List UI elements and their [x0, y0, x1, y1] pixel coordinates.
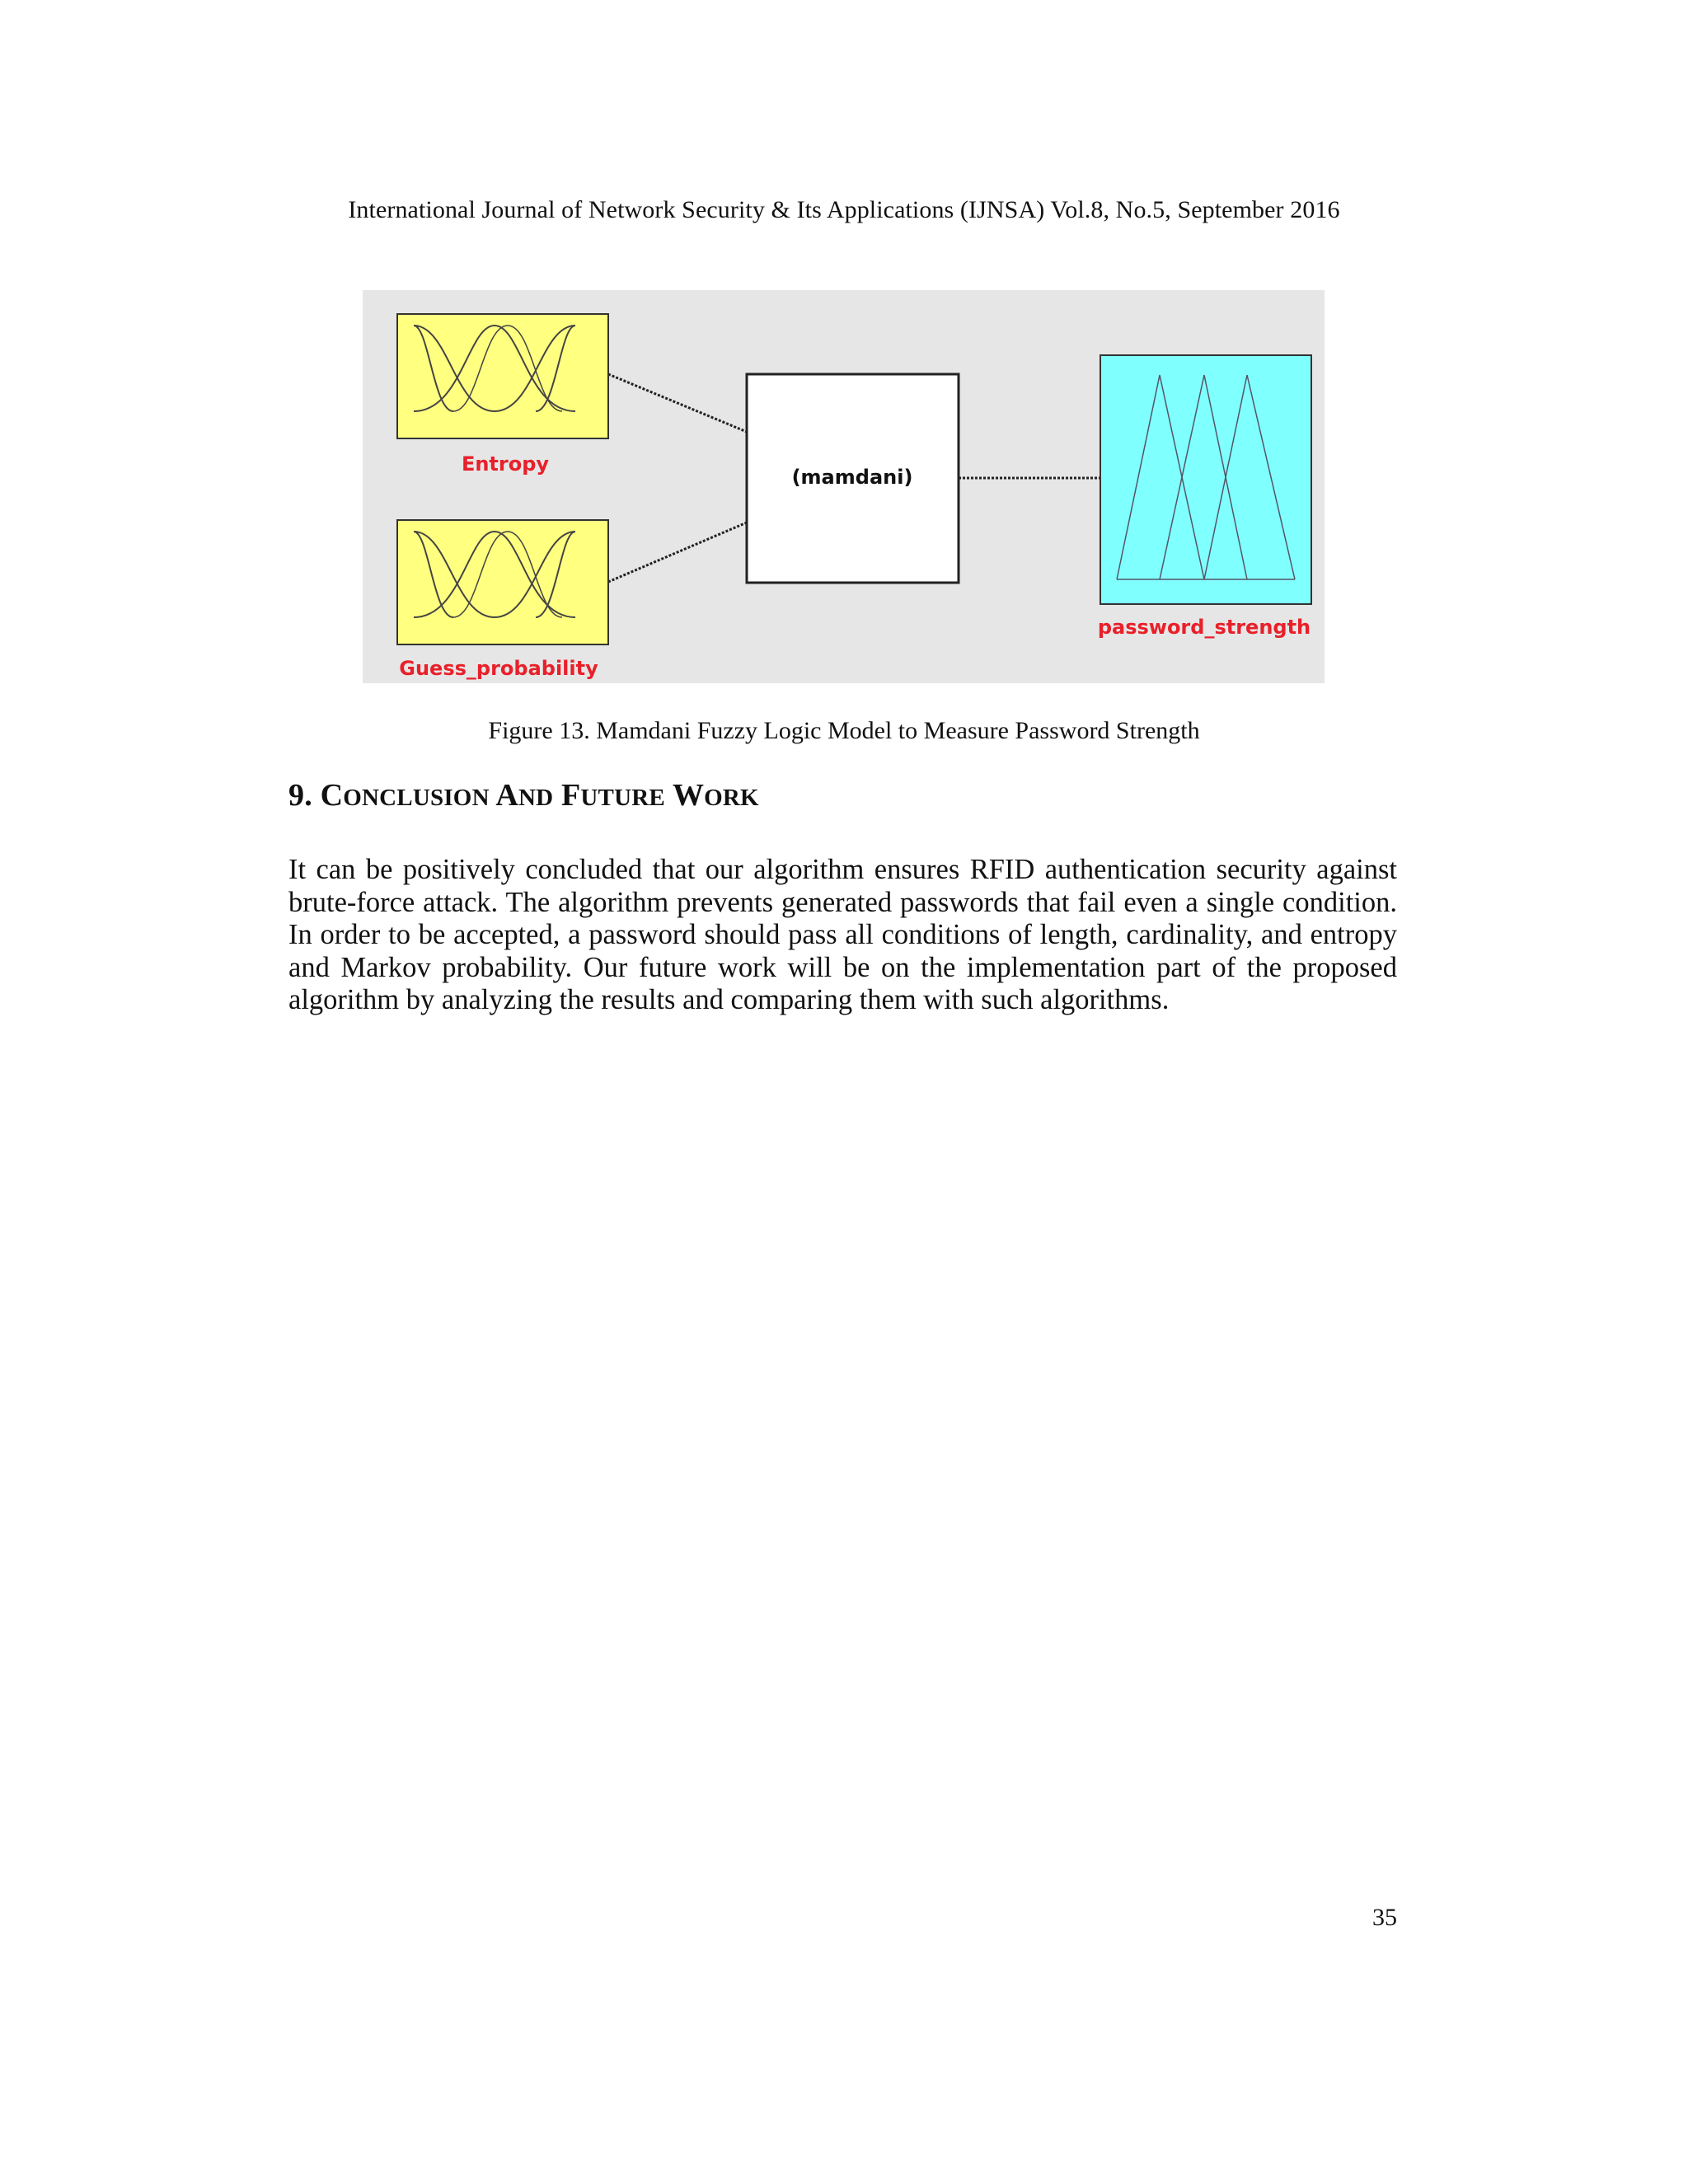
conclusion-paragraph: It can be positively concluded that our algorithm ensures RFID authentication security against brute-force attack. The algorithm prevents generated passwords that fail even a single condition. In order to be accepted, a password should pass all conditions of length, cardinality, and entropy and Markov probability. Our future work will be on the implementation part of the proposed algorithm by analyzing the results and comparing them with such algorithms. — [288, 854, 1397, 1015]
entropy-label: Entropy — [461, 452, 550, 476]
section-title-c: C — [320, 778, 344, 813]
section-title-w: W — [672, 778, 705, 813]
figure-caption: Figure 13. Mamdani Fuzzy Logic Model to Measure Password Strength — [488, 717, 1200, 744]
section-title-ork: ORK — [704, 785, 759, 811]
section-title-nd: ND — [518, 785, 554, 811]
mamdani-label: (mamdani) — [791, 466, 913, 489]
guess-probability-label: Guess_probability — [399, 657, 598, 680]
section-number: 9. — [288, 778, 312, 813]
entropy-input-block — [397, 314, 608, 438]
connector-entropy-engine — [608, 374, 747, 432]
fuzzy-model-figure — [363, 290, 1325, 683]
guess-probability-input-block — [397, 520, 608, 644]
section-heading — [288, 777, 759, 813]
connector-guess-engine — [608, 523, 747, 582]
page-number: 35 — [1372, 1904, 1397, 1931]
running-header: International Journal of Network Security & Its Applications (IJNSA) Vol.8, No.5, September 2016 — [348, 196, 1340, 223]
password-strength-output-block — [1100, 355, 1311, 604]
section-title-f: F — [560, 778, 581, 813]
fuzzy-model-diagram — [363, 290, 1325, 683]
password-strength-label: password_strength — [1097, 616, 1311, 639]
section-title-uture: UTURE — [580, 785, 665, 811]
section-title-onclusion: ONCLUSION — [343, 785, 490, 811]
section-title-a: A — [495, 778, 518, 813]
